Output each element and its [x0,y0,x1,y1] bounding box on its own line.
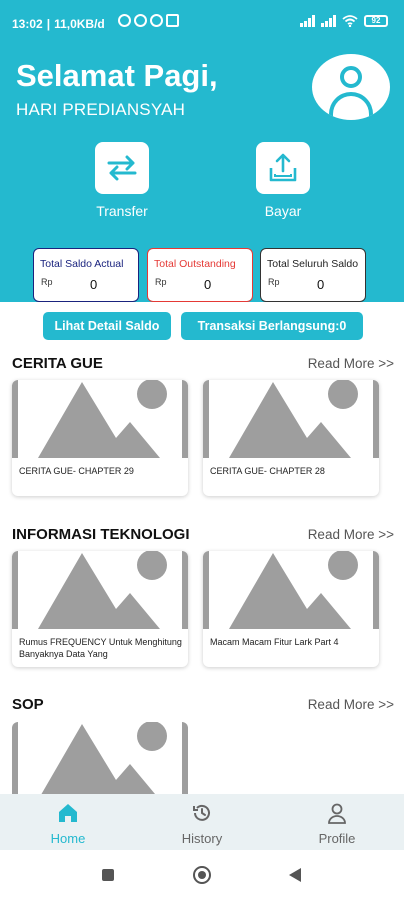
image-placeholder-icon [12,551,188,629]
home-icon [57,802,79,824]
recent-apps-icon[interactable] [102,869,114,881]
bottom-nav [0,794,404,850]
article-card[interactable] [12,551,188,667]
whatsapp-icon [150,14,163,27]
balance-card-total[interactable] [260,248,366,302]
nav-history-label: History [181,831,223,846]
balance-currency: Rp [155,277,167,287]
image-placeholder-icon [12,722,188,800]
bayar-label: Bayar [264,203,302,219]
read-more-link[interactable]: Read More >> [307,697,394,712]
image-placeholder-icon [203,551,379,629]
status-right [300,15,388,27]
avatar-body-icon [329,92,373,118]
system-nav-bar [0,850,404,900]
balance-title: Total Outstanding [154,258,236,270]
upload-tray-icon [267,152,299,184]
transfer-tile [95,142,149,194]
battery-icon: 92 [364,15,388,27]
status-bar [0,0,404,44]
transfer-arrows-icon [106,154,138,182]
mute-icon [118,14,131,27]
nav-home[interactable] [33,802,103,846]
status-speed: 11,0KB/d [54,17,105,31]
bayar-tile [256,142,310,194]
balance-title: Total Saldo Actual [40,258,124,270]
signal-1-icon [300,15,315,27]
image-placeholder-icon [12,380,188,458]
nav-history[interactable] [167,802,237,846]
read-more-link[interactable]: Read More >> [307,356,394,371]
status-left: 13:02 | 11,0KB/d [12,17,105,31]
detail-saldo-button[interactable]: Lihat Detail Saldo [43,312,171,340]
history-icon [191,802,213,824]
greeting-text: Selamat Pagi, [16,58,218,93]
notification-icons [118,14,179,27]
back-triangle-icon[interactable] [289,868,301,882]
image-placeholder-icon [203,380,379,458]
article-title: Rumus FREQUENCY Untuk Menghitung Banyaknya Data Yang [19,637,182,659]
user-name: HARI PREDIANSYAH [16,100,186,119]
article-card[interactable] [203,380,379,496]
article-card[interactable] [12,380,188,496]
section-title-cerita-gue: CERITA GUE [12,355,103,372]
screen-icon [166,14,179,27]
signal-2-icon [321,15,336,27]
profile-icon [326,802,348,824]
bayar-button[interactable] [238,142,328,219]
read-more-link[interactable]: Read More >> [307,527,394,542]
balance-value: 0 [317,277,325,292]
article-title: CERITA GUE- CHAPTER 29 [19,466,134,476]
balance-title: Total Seluruh Saldo [267,258,359,270]
section-title-sop: SOP [12,696,44,713]
nav-profile[interactable] [302,802,372,846]
balance-currency: Rp [268,277,280,287]
article-card[interactable] [12,722,188,800]
balance-value: 0 [204,277,212,292]
balance-value: 0 [90,277,98,292]
balance-currency: Rp [41,277,53,287]
status-time: 13:02 [12,17,43,31]
article-title: CERITA GUE- CHAPTER 28 [210,466,325,476]
ongoing-transactions-button[interactable]: Transaksi Berlangsung:0 [181,312,363,340]
article-card[interactable] [203,551,379,667]
balance-card-outstanding[interactable] [147,248,253,302]
balance-card-actual[interactable] [33,248,139,302]
nav-profile-label: Profile [318,831,356,846]
alarm-icon [134,14,147,27]
section-title-informasi-teknologi: INFORMASI TEKNOLOGI [12,526,190,543]
article-title: Macam Macam Fitur Lark Part 4 [210,637,339,647]
transfer-button[interactable] [77,142,167,219]
home-circle-icon[interactable] [193,866,211,884]
nav-home-label: Home [50,831,86,846]
wifi-icon [342,15,358,27]
avatar[interactable] [312,54,390,120]
avatar-head-icon [340,66,362,88]
transfer-label: Transfer [96,203,148,219]
